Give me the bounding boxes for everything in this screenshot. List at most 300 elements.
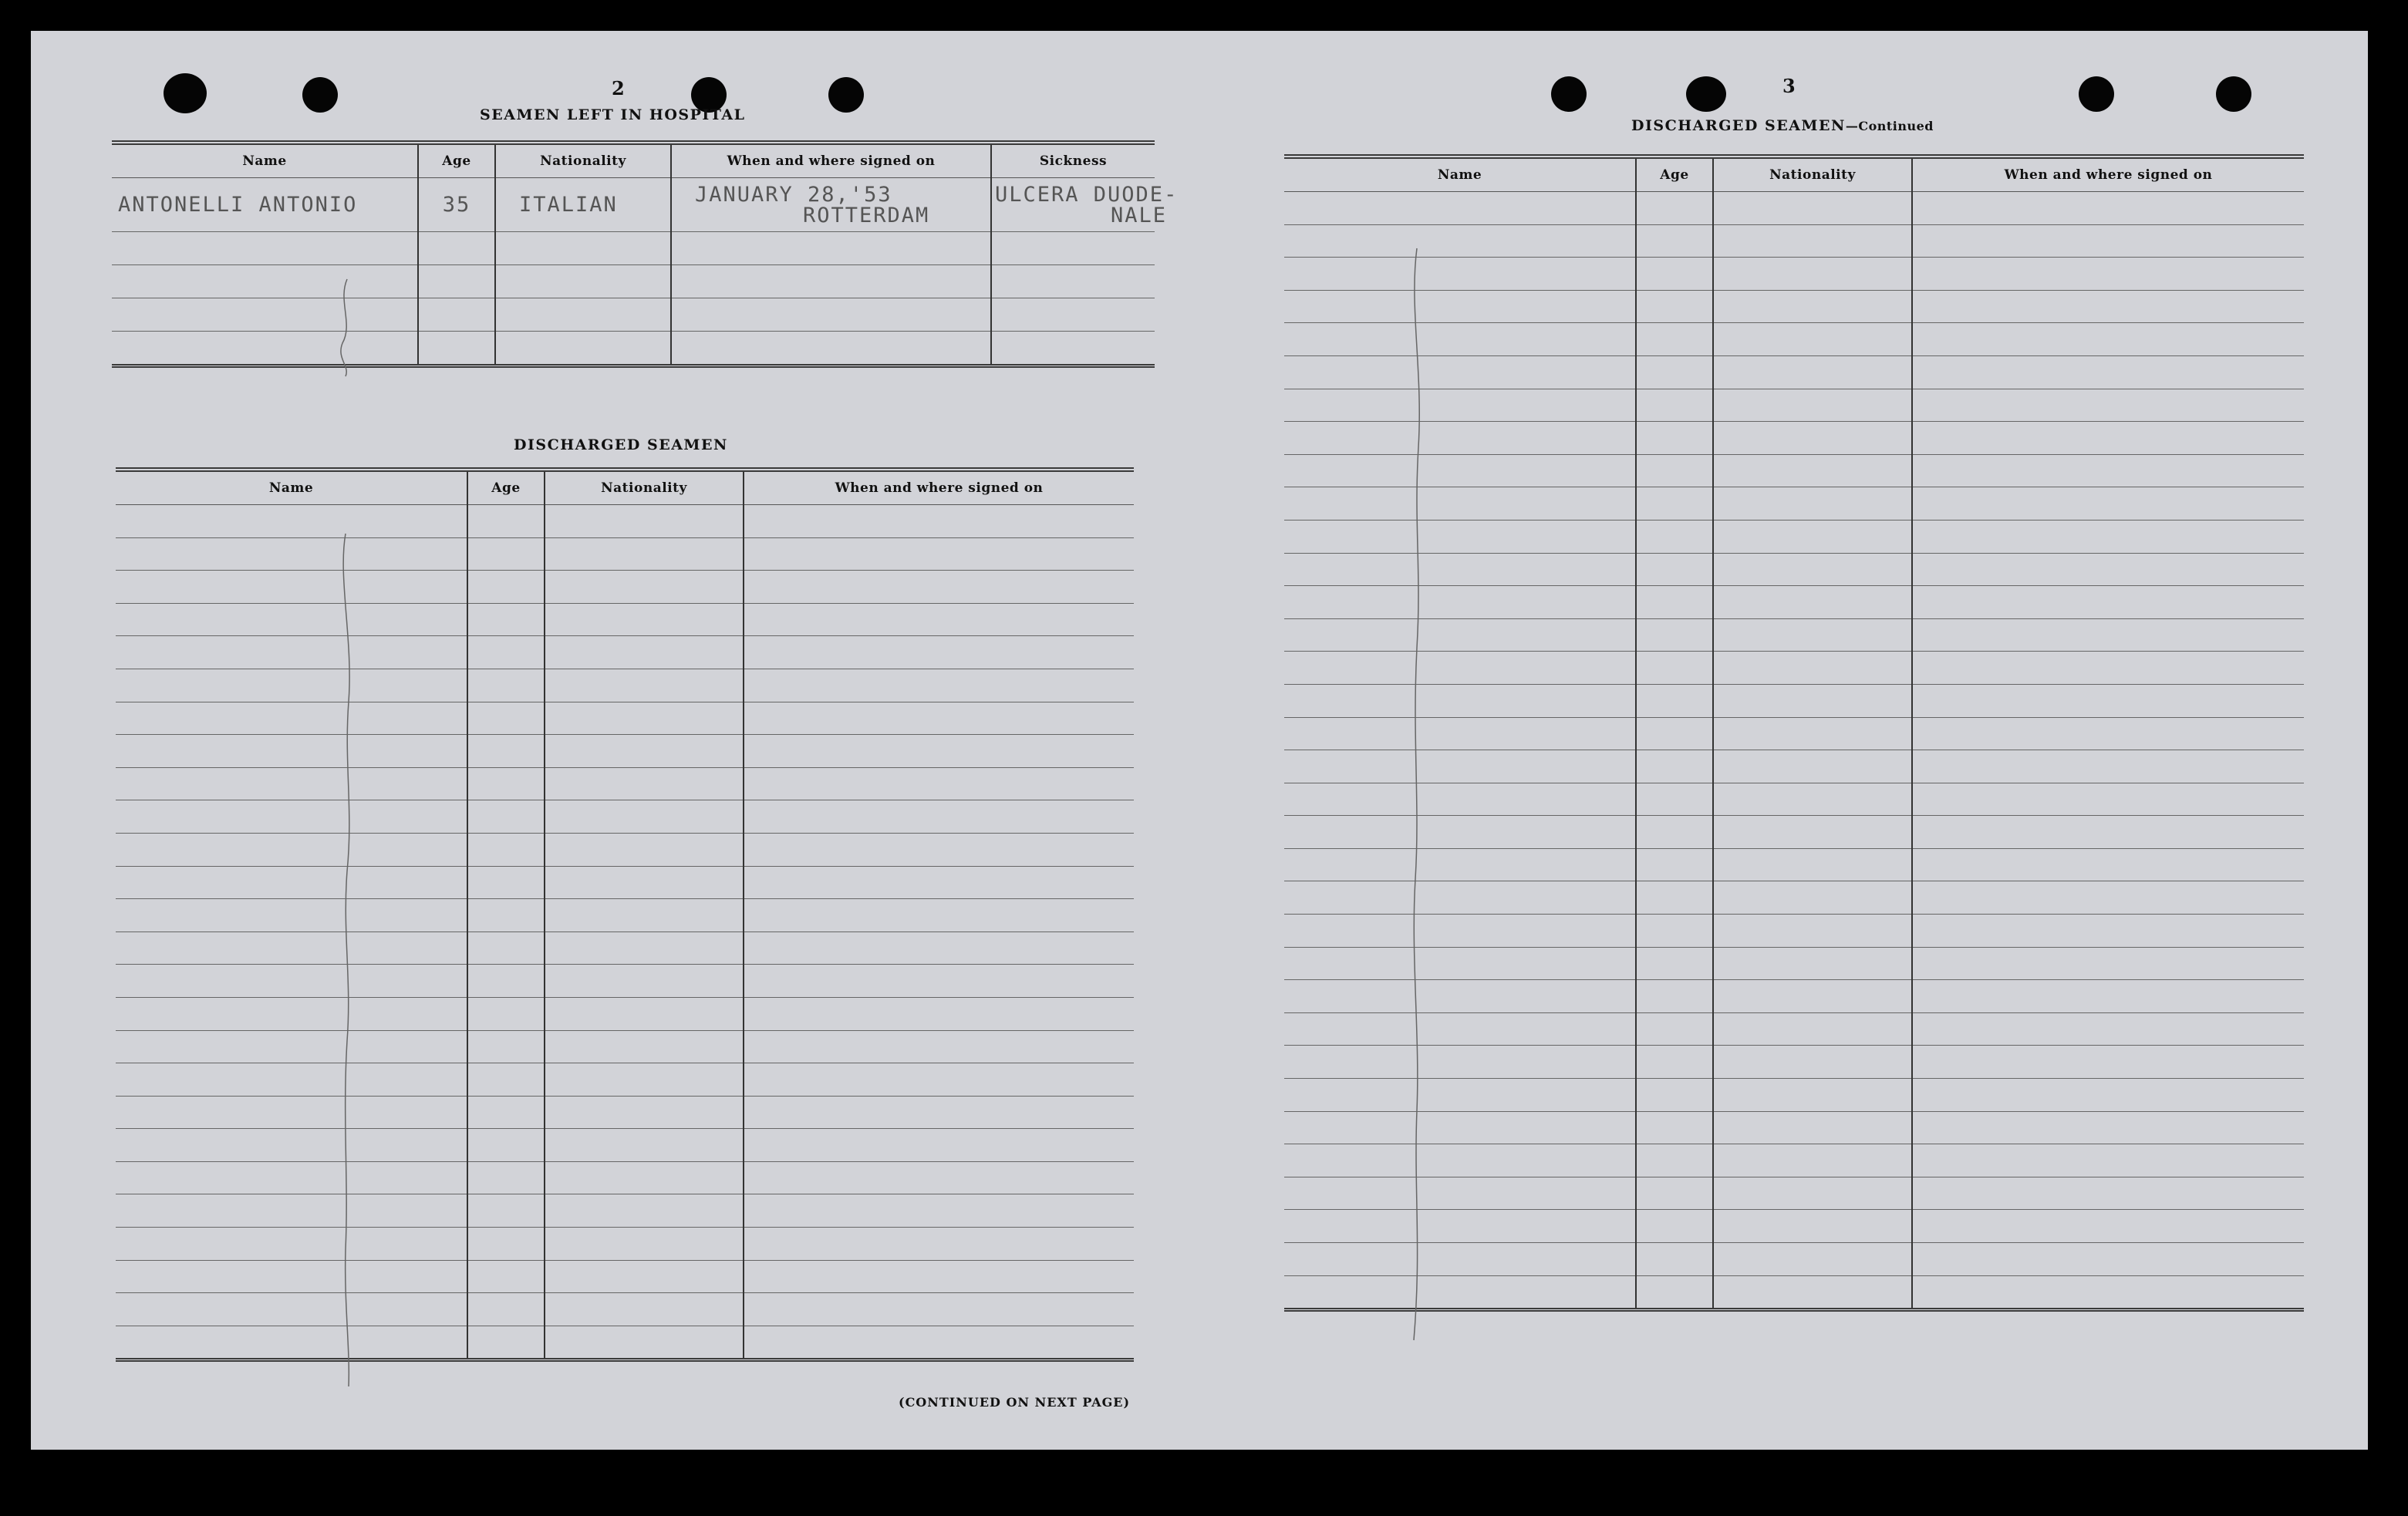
- table-row: [1284, 389, 2304, 422]
- table-cell: [1284, 1275, 1636, 1310]
- table-cell: [1912, 520, 2304, 553]
- table-cell: [1713, 389, 1912, 422]
- table-cell: [1713, 586, 1912, 619]
- table-cell: [1713, 783, 1912, 816]
- table-cell: [1636, 224, 1713, 258]
- table-cell: [1636, 454, 1713, 487]
- table-row: [116, 1293, 1134, 1326]
- table-row: [1284, 717, 2304, 750]
- table-cell: [1636, 192, 1713, 225]
- table-row: [116, 669, 1134, 702]
- table-cell: [467, 997, 545, 1030]
- table-cell: [1636, 848, 1713, 881]
- table-cell: [116, 1030, 467, 1063]
- table-row: [1284, 816, 2304, 849]
- pen-line-mark: [330, 278, 361, 378]
- table-cell: [1713, 192, 1912, 225]
- table-row: [116, 702, 1134, 735]
- right-page: [1199, 31, 2368, 1450]
- table-row: [116, 1030, 1134, 1063]
- table-cell: [1636, 1275, 1713, 1310]
- table-row: [1284, 192, 2304, 225]
- table-cell: [1636, 684, 1713, 717]
- table-cell: [545, 1293, 744, 1326]
- table-cell: [1284, 290, 1636, 323]
- table-cell: [1713, 1275, 1912, 1310]
- table-cell: [744, 669, 1134, 702]
- table-row: [116, 636, 1134, 669]
- table-cell: [1713, 848, 1912, 881]
- table-cell: [1636, 1144, 1713, 1177]
- table-cell: [545, 505, 744, 538]
- table-row: [116, 1063, 1134, 1097]
- table-cell: [545, 899, 744, 932]
- left-page: [31, 31, 1199, 1450]
- table-cell: [1713, 1210, 1912, 1243]
- table-cell: [1636, 487, 1713, 520]
- table-row: [1284, 422, 2304, 455]
- table-cell: [1713, 454, 1912, 487]
- column-header-age: Age: [418, 143, 495, 178]
- column-header-signed-on: When and where signed on: [1912, 157, 2304, 192]
- table-cell: [744, 1228, 1134, 1261]
- table-cell: [1912, 750, 2304, 783]
- table-cell: [1636, 1012, 1713, 1046]
- table-cell: [1912, 553, 2304, 586]
- table-cell: [116, 997, 467, 1030]
- table-cell: [1912, 586, 2304, 619]
- table-cell: [1713, 520, 1912, 553]
- table-cell: [744, 1260, 1134, 1293]
- table-cell: [744, 537, 1134, 571]
- table-row: [1284, 1079, 2304, 1112]
- hospital-table: [112, 140, 1179, 368]
- table-row: [116, 1326, 1134, 1360]
- table-cell: [545, 833, 744, 866]
- entry-nationality: ITALIAN: [495, 178, 671, 232]
- table-cell: [545, 1260, 744, 1293]
- table-cell: [1284, 355, 1636, 389]
- table-cell: [545, 1030, 744, 1063]
- table-row: [112, 265, 1155, 298]
- table-row: [116, 1129, 1134, 1162]
- table-cell: [1284, 684, 1636, 717]
- punch-hole: [2079, 76, 2114, 112]
- table-cell: [467, 1161, 545, 1194]
- table-cell: [744, 735, 1134, 768]
- discharged-section-title: DISCHARGED SEAMEN: [514, 436, 728, 453]
- table-cell: [1912, 684, 2304, 717]
- discharged-continued-title: [1631, 117, 1934, 134]
- table-cell: [545, 735, 744, 768]
- column-header-name: Name: [112, 143, 418, 178]
- table-row: [1284, 618, 2304, 652]
- table-row: [1284, 1012, 2304, 1046]
- table-cell: [467, 537, 545, 571]
- table-cell: [1912, 1144, 2304, 1177]
- table-cell: [1713, 323, 1912, 356]
- table-cell: [1912, 1177, 2304, 1210]
- open-ledger-sheet: [31, 31, 2368, 1450]
- table-cell: [116, 800, 467, 834]
- table-cell: [1713, 1243, 1912, 1276]
- table-cell: [1912, 487, 2304, 520]
- table-row: [1284, 1144, 2304, 1177]
- table-cell: [1636, 717, 1713, 750]
- table-cell: [1912, 355, 2304, 389]
- punch-hole: [828, 77, 864, 113]
- table-cell: [744, 1194, 1134, 1228]
- entry-name: ANTONELLI ANTONIO: [112, 178, 418, 232]
- table-cell: [1284, 980, 1636, 1013]
- table-header-row: [112, 143, 1155, 178]
- table-cell: [1713, 1012, 1912, 1046]
- table-cell: [1713, 290, 1912, 323]
- table-cell: [467, 965, 545, 998]
- table-cell: [1713, 1177, 1912, 1210]
- table-cell: [116, 1326, 467, 1360]
- table-cell: [1912, 422, 2304, 455]
- table-cell: [744, 603, 1134, 636]
- table-cell: [467, 931, 545, 965]
- table-cell: [1636, 258, 1713, 291]
- table-cell: [545, 636, 744, 669]
- table-cell: [1636, 980, 1713, 1013]
- table-cell: [744, 636, 1134, 669]
- table-cell: [116, 636, 467, 669]
- table-cell: [545, 1161, 744, 1194]
- table-header-row: [116, 470, 1134, 505]
- table-cell: [1636, 520, 1713, 553]
- table-row: [116, 1161, 1134, 1194]
- table-cell: [1912, 816, 2304, 849]
- table-cell: [1912, 1111, 2304, 1144]
- table-cell: [1636, 816, 1713, 849]
- column-header-age: Age: [467, 470, 545, 505]
- table-row: [1284, 783, 2304, 816]
- entry-signed-on: [671, 178, 991, 232]
- title-suffix: —Continued: [1845, 119, 1934, 133]
- table-cell: [545, 1096, 744, 1129]
- table-cell: [1284, 816, 1636, 849]
- table-cell: [116, 603, 467, 636]
- table-cell: [1284, 1210, 1636, 1243]
- punch-hole: [1551, 76, 1587, 112]
- table-cell: [1912, 652, 2304, 685]
- continued-note: (CONTINUED ON NEXT PAGE): [899, 1395, 1131, 1410]
- table-cell: [1284, 224, 1636, 258]
- table-cell: [1636, 1111, 1713, 1144]
- table-cell: [116, 899, 467, 932]
- table-cell: [545, 1194, 744, 1228]
- table-cell: [1284, 553, 1636, 586]
- table-cell: [1713, 980, 1912, 1013]
- table-cell: [1713, 1046, 1912, 1079]
- table-cell: [744, 1096, 1134, 1129]
- table-row: [1284, 1046, 2304, 1079]
- punch-hole: [302, 77, 338, 113]
- table-row: [1284, 947, 2304, 980]
- table-row: [116, 767, 1134, 800]
- entry-sickness-line2: NALE: [1111, 203, 1168, 227]
- table-cell: [116, 1260, 467, 1293]
- table-cell: [1636, 553, 1713, 586]
- table-cell: [467, 767, 545, 800]
- table-cell: [1713, 717, 1912, 750]
- table-cell: [467, 1030, 545, 1063]
- discharged-continued-table: [1284, 154, 2304, 1312]
- table-cell: [744, 931, 1134, 965]
- table-cell: [1912, 323, 2304, 356]
- table-cell: [1636, 1177, 1713, 1210]
- table-cell: [545, 866, 744, 899]
- table-cell: [1713, 816, 1912, 849]
- table-row: [1284, 258, 2304, 291]
- table-cell: [1636, 783, 1713, 816]
- table-header-row: [1284, 157, 2304, 192]
- table-cell: [116, 833, 467, 866]
- table-cell: [1284, 389, 1636, 422]
- table-cell: [1284, 848, 1636, 881]
- table-cell: [467, 603, 545, 636]
- table-row: [1284, 487, 2304, 520]
- table-cell: [744, 965, 1134, 998]
- table-cell: [1284, 422, 1636, 455]
- table-row: [116, 1260, 1134, 1293]
- table-row: [1284, 1210, 2304, 1243]
- table-cell: [116, 571, 467, 604]
- table-cell: [1912, 290, 2304, 323]
- table-cell: [744, 800, 1134, 834]
- table-cell: [1912, 192, 2304, 225]
- table-row: [1284, 881, 2304, 915]
- table-cell: [744, 833, 1134, 866]
- table-cell: [467, 1260, 545, 1293]
- table-cell: [116, 931, 467, 965]
- table-cell: [1713, 258, 1912, 291]
- table-cell: [467, 636, 545, 669]
- table-cell: [1284, 520, 1636, 553]
- table-cell: [1912, 454, 2304, 487]
- column-header-nationality: Nationality: [495, 143, 671, 178]
- table-cell: [1713, 750, 1912, 783]
- table-cell: [545, 537, 744, 571]
- table-cell: [744, 1161, 1134, 1194]
- table-row: [112, 232, 1155, 265]
- table-cell: [1912, 258, 2304, 291]
- table-cell: [1284, 1079, 1636, 1112]
- table-cell: [116, 1161, 467, 1194]
- table-cell: [545, 702, 744, 735]
- table-cell: [116, 505, 467, 538]
- entry-signed-on-place: ROTTERDAM: [803, 203, 930, 227]
- table-row: [1284, 750, 2304, 783]
- table-cell: [1284, 487, 1636, 520]
- table-cell: [1713, 652, 1912, 685]
- table-cell: [116, 1293, 467, 1326]
- table-row: [1284, 848, 2304, 881]
- pen-line-mark: [330, 532, 361, 1388]
- table-cell: [545, 1326, 744, 1360]
- table-cell: [116, 1096, 467, 1129]
- table-cell: [116, 1129, 467, 1162]
- table-cell: [1284, 323, 1636, 356]
- table-cell: [1636, 1243, 1713, 1276]
- table-cell: [467, 571, 545, 604]
- table-cell: [1713, 915, 1912, 948]
- table-cell: [116, 1063, 467, 1097]
- table-cell: [1284, 1144, 1636, 1177]
- table-row: [112, 332, 1155, 366]
- table-cell: [1912, 224, 2304, 258]
- table-cell: [1912, 1210, 2304, 1243]
- table-cell: [545, 1063, 744, 1097]
- table-cell: [545, 965, 744, 998]
- table-cell: [116, 702, 467, 735]
- table-cell: [1912, 1046, 2304, 1079]
- pen-line-mark: [1400, 247, 1431, 1342]
- column-header-signed-on: When and where signed on: [671, 143, 991, 178]
- table-cell: [1912, 618, 2304, 652]
- table-cell: [545, 571, 744, 604]
- table-cell: [1912, 848, 2304, 881]
- table-cell: [467, 1096, 545, 1129]
- table-row: [1284, 454, 2304, 487]
- table-cell: [1284, 915, 1636, 948]
- table-row: [1284, 915, 2304, 948]
- table-cell: [467, 735, 545, 768]
- title-main: DISCHARGED SEAMEN: [1631, 117, 1846, 134]
- table-cell: [1636, 586, 1713, 619]
- table-cell: [1284, 750, 1636, 783]
- table-cell: [467, 702, 545, 735]
- table-cell: [744, 997, 1134, 1030]
- hospital-section-title: SEAMEN LEFT IN HOSPITAL: [480, 106, 746, 123]
- table-cell: [1284, 1111, 1636, 1144]
- table-cell: [1912, 717, 2304, 750]
- table-cell: [467, 800, 545, 834]
- table-cell: [1284, 1243, 1636, 1276]
- table-row: [116, 603, 1134, 636]
- table-cell: [744, 866, 1134, 899]
- table-cell: [467, 669, 545, 702]
- table-row: [116, 899, 1134, 932]
- page-number: 3: [1782, 75, 1796, 97]
- table-cell: [1636, 915, 1713, 948]
- table-row: [116, 833, 1134, 866]
- column-header-nationality: Nationality: [545, 470, 744, 505]
- table-cell: [1912, 881, 2304, 915]
- table-cell: [1284, 1012, 1636, 1046]
- table-row: [1284, 1243, 2304, 1276]
- column-header-nationality: Nationality: [1713, 157, 1912, 192]
- table-cell: [1713, 947, 1912, 980]
- table-cell: [1284, 652, 1636, 685]
- table-cell: [744, 1030, 1134, 1063]
- table-cell: [545, 603, 744, 636]
- table-cell: [545, 997, 744, 1030]
- table-row: [116, 997, 1134, 1030]
- table-cell: [1636, 947, 1713, 980]
- table-cell: [1284, 881, 1636, 915]
- table-row: [116, 965, 1134, 998]
- table-cell: [1912, 980, 2304, 1013]
- table-cell: [116, 767, 467, 800]
- table-cell: [467, 899, 545, 932]
- table-cell: [1636, 323, 1713, 356]
- table-cell: [1284, 454, 1636, 487]
- table-cell: [116, 735, 467, 768]
- table-cell: [1713, 422, 1912, 455]
- table-row: [112, 298, 1155, 332]
- table-cell: [116, 866, 467, 899]
- table-cell: [467, 1228, 545, 1261]
- entry-age: 35: [418, 178, 495, 232]
- table-cell: [545, 767, 744, 800]
- table-row: [1284, 1177, 2304, 1210]
- table-row: [1284, 586, 2304, 619]
- column-header-age: Age: [1636, 157, 1713, 192]
- table-cell: [744, 1293, 1134, 1326]
- table-cell: [1912, 1275, 2304, 1310]
- table-row: [1284, 323, 2304, 356]
- table-cell: [1636, 652, 1713, 685]
- table-cell: [1284, 1177, 1636, 1210]
- table-cell: [1284, 192, 1636, 225]
- discharged-table: [116, 467, 1134, 1362]
- punch-hole: [164, 73, 207, 113]
- table-cell: [1713, 553, 1912, 586]
- table-cell: [1713, 487, 1912, 520]
- table-cell: [545, 800, 744, 834]
- table-cell: [1636, 1046, 1713, 1079]
- page-number: 2: [612, 77, 625, 99]
- table-cell: [545, 931, 744, 965]
- table-cell: [1912, 947, 2304, 980]
- table-row: [116, 505, 1134, 538]
- table-cell: [1912, 915, 2304, 948]
- table-row: [116, 1096, 1134, 1129]
- table-cell: [1636, 355, 1713, 389]
- table-cell: [1713, 1144, 1912, 1177]
- table-cell: [1284, 947, 1636, 980]
- table-row: [1284, 224, 2304, 258]
- table-cell: [1284, 1046, 1636, 1079]
- table-cell: [1636, 1210, 1713, 1243]
- table-cell: [467, 1293, 545, 1326]
- table-cell: [744, 1063, 1134, 1097]
- table-row: [116, 571, 1134, 604]
- entry-sickness-line1: ULCERA DUODE-: [995, 182, 1179, 207]
- table-cell: [1284, 258, 1636, 291]
- table-row: [116, 537, 1134, 571]
- table-cell: [744, 767, 1134, 800]
- entry-sickness: [991, 178, 1179, 232]
- table-cell: [1636, 422, 1713, 455]
- table-row: [116, 866, 1134, 899]
- punch-hole: [2216, 76, 2251, 112]
- table-row: [116, 1228, 1134, 1261]
- table-row: [116, 931, 1134, 965]
- table-cell: [1284, 783, 1636, 816]
- table-cell: [116, 1228, 467, 1261]
- table-cell: [1713, 1079, 1912, 1112]
- table-cell: [1284, 717, 1636, 750]
- table-cell: [1636, 618, 1713, 652]
- table-row: [112, 178, 1155, 232]
- table-cell: [545, 669, 744, 702]
- table-cell: [1636, 881, 1713, 915]
